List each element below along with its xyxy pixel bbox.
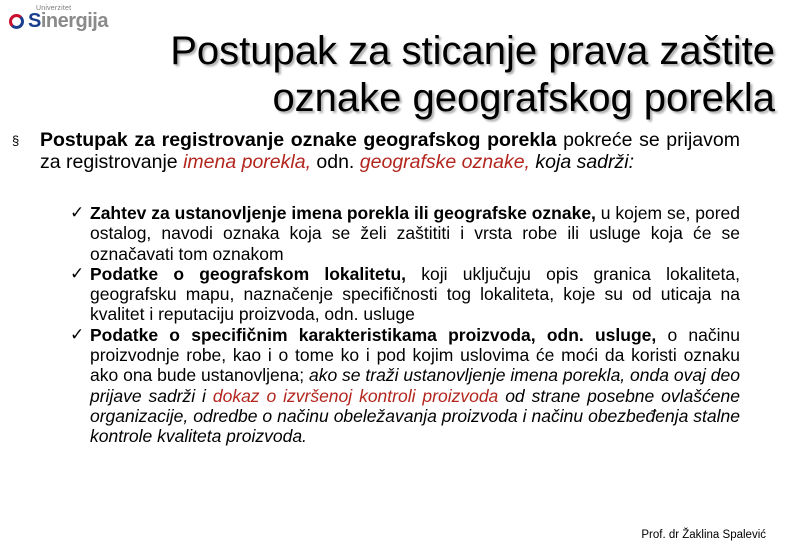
sub-bullet-italic1: ako se traži ustanovljenje imena porekla, onda ovaj deo prijave sadrži i <box>90 365 741 406</box>
slide-title <box>75 28 775 122</box>
sub-bullet-bold: Zahtev za ustanovljenje imena porekla ili geografske oznake, <box>90 203 596 223</box>
sub-bullet-text <box>90 325 740 447</box>
sub-bullet-text <box>90 203 740 264</box>
sub-bullet-bold: Podatke o specifičnim karakteristikama proizvoda, odn. usluge, <box>90 324 657 345</box>
main-bullet-text1: pokreće se prijavom za registrovanje <box>40 129 740 173</box>
slide-title-line2: oznake geografskog porekla <box>272 76 775 120</box>
main-bullet <box>12 129 740 173</box>
sub-bullet-body: o načinu proizvodnje robe, kao i o tome ko i pod kojim uslovima će moći da koristi oznaku ako ona bude ustanovljena; <box>90 324 740 386</box>
main-bullet-text <box>40 129 740 173</box>
sub-bullet-body: u kojem se, pored ostalog, navodi oznaka koja se želi zaštititi i vrsta robe ili usluge koja će se označavati tom oznakom <box>90 203 740 264</box>
sub-bullet-italic2: od strane posebne ovlašćene organizacije, odredbe o načinu obeležavanja proizvoda i načinu obezbeđenja stalne kontrole kvaliteta proizvoda. <box>90 385 740 447</box>
logo-top-text: Univerzitet <box>36 5 72 12</box>
logo-mark-icon <box>9 14 24 29</box>
checkmark-icon: ✓ <box>70 263 85 283</box>
slide-title-line1: Postupak za sticanje prava zaštite <box>170 29 775 73</box>
main-bullet-text2: odn. <box>310 151 360 173</box>
logo-name-rest: inergija <box>40 10 108 32</box>
bullet-marker-icon: § <box>12 133 20 148</box>
author-footer: Prof. dr Žaklina Spalević <box>641 529 766 541</box>
sub-bullet-bold: Podatke o geografskom lokalitetu, <box>90 263 407 284</box>
sub-bullet-item <box>70 324 741 447</box>
sub-bullet-list <box>70 203 741 447</box>
sub-bullet-text <box>90 264 740 325</box>
sub-bullet-item <box>70 203 740 264</box>
main-bullet-red2: geografske oznake, <box>359 151 530 173</box>
logo-name-initial: S <box>28 10 41 32</box>
sub-bullet-body: koji uključuju opis granica lokaliteta, geografsku mapu, naznačenje specifičnosti tog lokaliteta, koje su od uticaja na kvalitet i reputaciju proizvoda, odn. usluge <box>90 263 741 325</box>
main-bullet-text3: koja sadrži: <box>529 151 635 173</box>
sub-bullet-item <box>70 263 741 325</box>
checkmark-icon: ✓ <box>70 203 85 222</box>
main-bullet-bold: Postupak za registrovanje oznake geografskog porekla <box>40 129 557 151</box>
checkmark-icon: ✓ <box>70 324 85 344</box>
main-bullet-red1: imena porekla, <box>183 151 311 173</box>
sub-bullet-red: dokaz o izvršenoj kontroli proizvoda <box>212 385 499 406</box>
